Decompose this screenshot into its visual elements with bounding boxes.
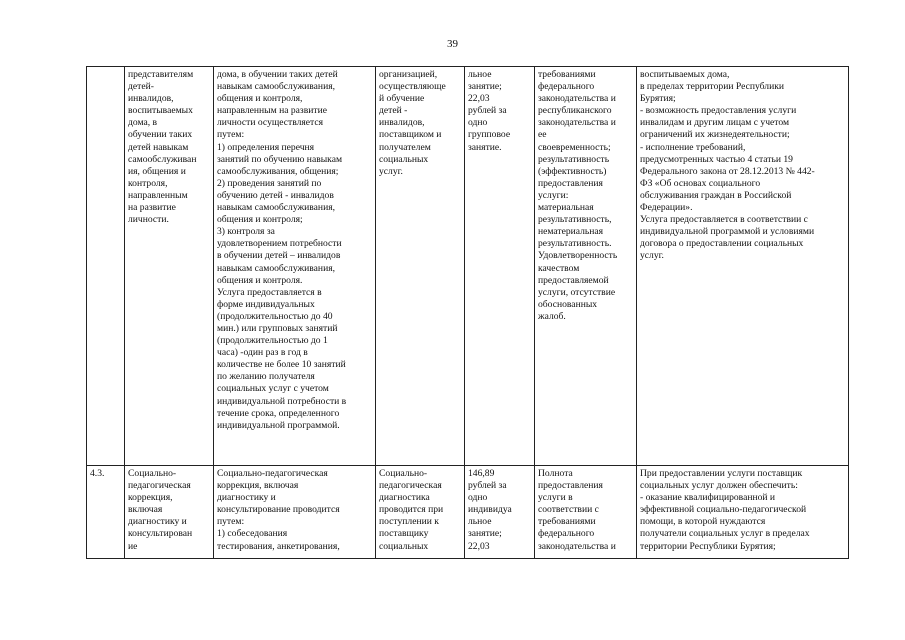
services-table — [86, 66, 849, 559]
table-row — [87, 466, 849, 559]
cell-tariff: льное занятие; 22,03 рублей за одно групповое занятие. — [465, 67, 535, 466]
cell-description: дома, в обучении таких детей навыкам самообслуживания, общения и контроля, направленным на развитие личности осуществляется путем: 1) определения перечня занятий по обучению навыкам самообслуживания, общения; 2) проведения занятий по обучению детей - инвалидов навыкам самообслуживания, общения и контроля; 3) контроля за удовлетворением потребности в обучении детей – инвалидов навыкам самообслуживания, общения и контроля. Услуга предоставляется в форме индивидуальных (продолжительностью до 40 мин.) или групповых занятий (продолжительностью до 1 часа) -один раз в год в количестве не более 10 занятий по желанию получателя социальных услуг с учетом индивидуальной потребности в течение срока, определенного индивидуальной программой. — [214, 67, 376, 466]
cell-service-name: Социально- педагогическая коррекция, включая диагностику и консультирован ие — [125, 466, 214, 559]
cell-number: 4.3. — [87, 466, 125, 559]
cell-description: Социально-педагогическая коррекция, включая диагностику и консультирование проводится путем: 1) собеседования тестирования, анкетирования, — [214, 466, 376, 559]
cell-quality: Полнота предоставления услуги в соответствии с требованиями федерального законодательства и — [535, 466, 637, 559]
cell-terms: Социально- педагогическая диагностика проводится при поступлении к поставщику социальных — [376, 466, 465, 559]
cell-terms: организацией, осуществляюще й обучение детей - инвалидов, поставщиком и получателем социальных услуг. — [376, 67, 465, 466]
table-row — [87, 67, 849, 466]
cell-service-name: представителям детей- инвалидов, воспитываемых дома, в обучении таких детей навыкам самообслуживан ия, общения и контроля, направленным на развитие личности. — [125, 67, 214, 466]
cell-tariff: 146,89 рублей за одно индивидуа льное занятие; 22,03 — [465, 466, 535, 559]
cell-number — [87, 67, 125, 466]
cell-conditions: При предоставлении услуги поставщик социальных услуг должен обеспечить: - оказание квалифицированной и эффективной социально-педагогической помощи, в которой нуждаются получатели социальных услуг в пределах территории Республики Бурятия; — [637, 466, 849, 559]
cell-quality: требованиями федерального законодательства и республиканского законодательства и ее своевременность; результативность (эффективность) предоставления услуги: материальная результативность, нематериальная результативность. Удовлетворенность качеством предоставляемой услуги, отсутствие обоснованных жалоб. — [535, 67, 637, 466]
cell-conditions: воспитываемых дома, в пределах территории Республики Бурятия; - возможность предоставления услуги инвалидам и другим лицам с учетом ограничений их жизнедеятельности; - исполнение требований, предусмотренных частью 4 статьи 19 Федерального закона от 28.12.2013 № 442- ФЗ «Об основах социального обслуживания граждан в Российской Федерации». Услуга предоставляется в соответствии с индивидуальной программой и условиями договора о предоставлении социальных услуг. — [637, 67, 849, 466]
page-number: 39 — [447, 38, 458, 50]
